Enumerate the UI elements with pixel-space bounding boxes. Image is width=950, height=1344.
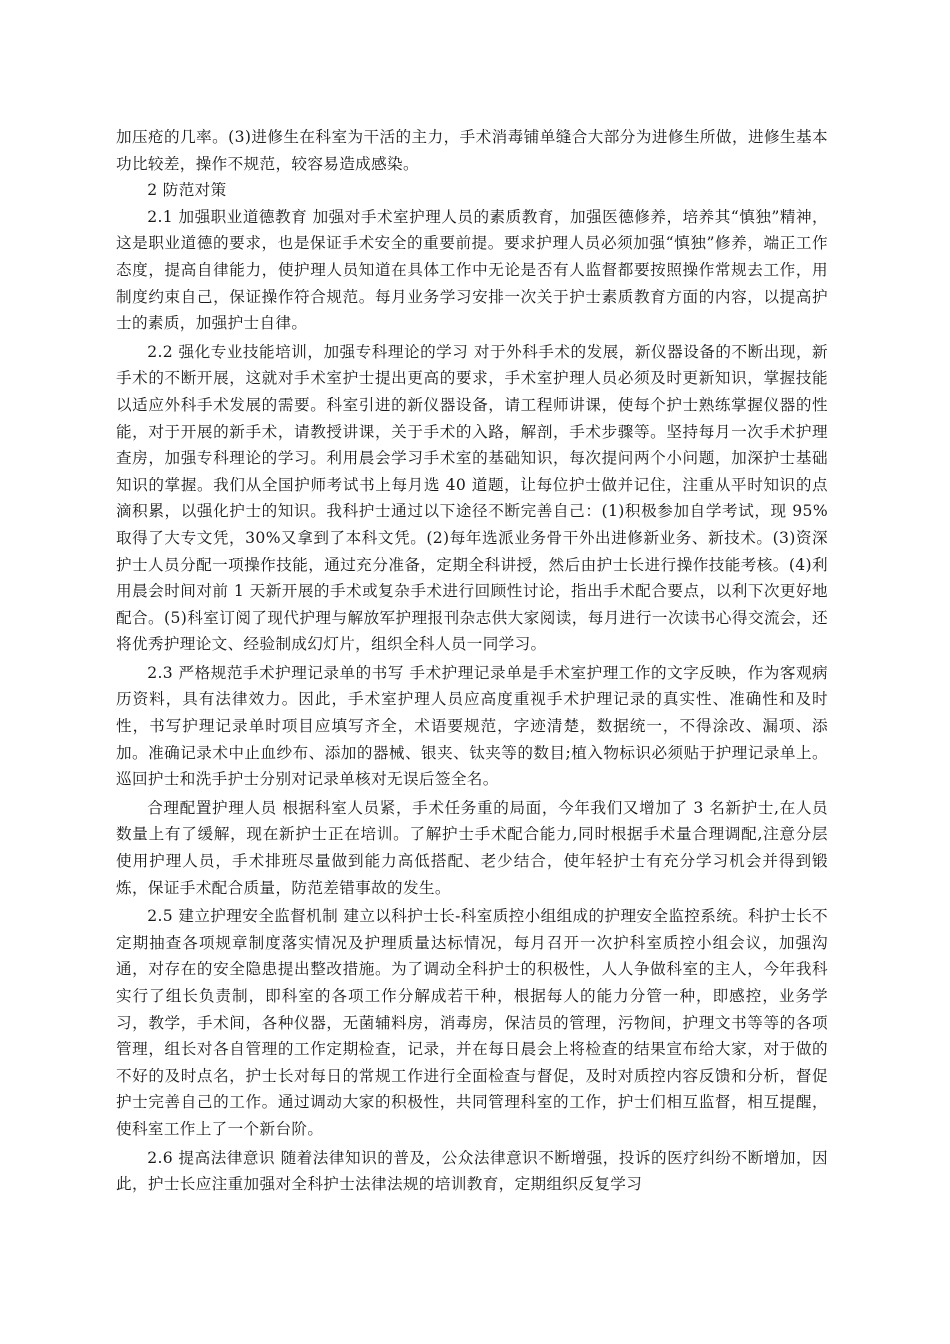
paragraph-continuation: 加压疮的几率。(3)进修生在科室为干活的主力，手术消毒铺单缝合大部分为进修生所做，进修生基本功比较差，操作不规范，较容易造成感染。 [116, 128, 828, 173]
paragraph-2-6: 2.6 提高法律意识 随着法律知识的普及，公众法律意识不断增强，投诉的医疗纠纷不断增加，因此，护士长应注重加强对全科护士法律法规的培训教育，定期组织反复学习 [116, 1148, 828, 1194]
document-body [116, 124, 828, 1198]
paragraph-2-2: 2.2 强化专业技能培训，加强专科理论的学习 对于外科手术的发展，新仪器设备的不断出现，新手术的不断开展，这就对手术室护士提出更高的要求，手术室护理人员必须及时更新知识，掌握技能以适应外科手术发展的需要。科室引进的新仪器设备，请工程师讲课，使每个护士熟练掌握仪器的性能，对于开展的新手术，请教授讲课，关于手术的入路，解剖，手术步骤等。坚持每月一次手术护理查房，加强专科理论的学习。利用晨会学习手术室的基础知识，每次提问两个小问题，加深护士基础知识的掌握。我们从全国护师考试书上每月选 40 道题，让每位护士做并记住，注重从平时知识的点滴积累，以强化护士的知识。我科护士通过以下途径不断完善自己：(1)积极参加自学考试，现 95%取得了大专文凭，30%又拿到了本科文凭。(2)每年选派业务骨干外出进修新业务、新技术。(3)资深护士人员分配一项操作技能，通过充分准备，定期全科讲授，然后由护士长进行操作技能考核。(4)利用晨会时间对前 1 天新开展的手术或复杂手术进行回顾性讨论，指出手术配合要点，以利下次更好地配合。(5)科室订阅了现代护理与解放军护理报刊杂志供大家阅读，每月进行一次读书心得交流会，还将优秀护理论文、经验制成幻灯片，组织全科人员一同学习。 [116, 342, 828, 654]
paragraph-2-5: 2.5 建立护理安全监督机制 建立以科护士长-科室质控小组组成的护理安全监控系统。科护士长不定期抽查各项规章制度落实情况及护理质量达标情况，每月召开一次护科室质控小组会议，加强沟通，对存在的安全隐患提出整改措施。为了调动全科护士的积极性，人人争做科室的主人，今年我科实行了组长负责制，即科室的各项工作分解成若干种，根据每人的能力分管一种，即感控，业务学习，教学，手术间，各种仪器，无菌辅料房，消毒房，保洁员的管理，污物间，护理文书等等的各项管理，组长对各自管理的工作定期检查，记录，并在每日晨会上将检查的结果宣布给大家，对于做的不好的及时点名，护士长对每日的常规工作进行全面检查与督促，及时对质控内容反馈和分析，督促护士完善自己的工作。通过调动大家的积极性，共同管理科室的工作，护士们相互监督，相互提醒，使科室工作上了一个新台阶。 [116, 907, 828, 1138]
paragraph-2-1: 2.1 加强职业道德教育 加强对手术室护理人员的素质教育，加强医德修养，培养其“慎独”精神，这是职业道德的要求，也是保证手术安全的重要前提。要求护理人员必须加强“慎独”修养，端正工作态度，提高自律能力，使护理人员知道在具体工作中无论是否有人监督都要按照操作常规去工作，用制度约束自己，保证操作符合规范。每月业务学习安排一次关于护士素质教育方面的内容，以提高护士的素质，加强护士自律。 [116, 207, 828, 333]
paragraph-2-3: 2.3 严格规范手术护理记录单的书写 手术护理记录单是手术室护理工作的文字反映，作为客观病历资料，具有法律效力。因此，手术室护理人员应高度重视手术护理记录的真实性、准确性和及时性，书写护理记录单时项目应填写齐全，术语要规范，字迹清楚，数据统一，不得涂改、漏项、添加。准确记录术中止血纱布、添加的器械、银夹、钛夹等的数目;植入物标识必须贴于护理记录单上。巡回护士和洗手护士分别对记录单核对无误后签全名。 [116, 663, 828, 789]
section-heading-prevention: 2 防范对策 [147, 181, 227, 200]
paragraph-staffing: 合理配置护理人员 根据科室人员紧，手术任务重的局面，今年我们又增加了 3 名新护士,在人员数量上有了缓解，现在新护士正在培训。了解护士手术配合能力,同时根据手术量合理调配,注意分层使用护理人员，手术排班尽量做到能力高低搭配、老少结合，使年轻护士有充分学习机会并得到锻炼，保证手术配合质量，防范差错事故的发生。 [116, 798, 828, 897]
